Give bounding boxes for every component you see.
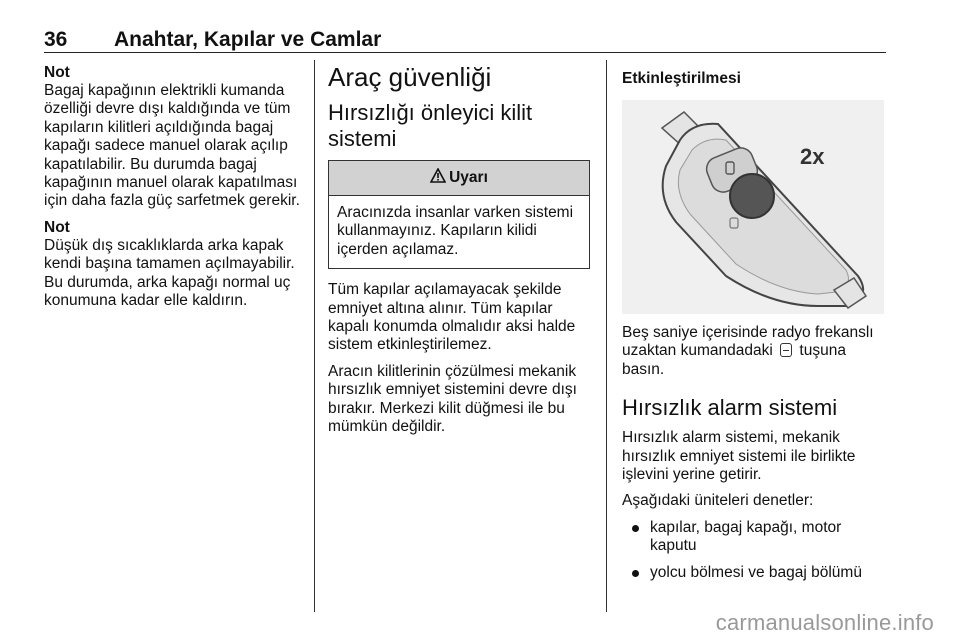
list-item: yolcu bölmesi ve bagaj bölümü: [622, 564, 892, 582]
warning-header: [329, 161, 589, 196]
column-right: [622, 64, 892, 590]
paragraph: Hırsızlık alarm sistemi, mekanik hırsızlık emniyet sistemi ile birlikte işlevini yerine getirir.: [622, 429, 856, 484]
note-title: Not: [44, 218, 70, 236]
lock-button-icon: [780, 343, 792, 357]
chapter-title: Anahtar, Kapılar ve Camlar: [114, 28, 382, 51]
instruction-text: [622, 324, 892, 379]
column-divider: [314, 60, 315, 612]
key-fob-figure: [622, 100, 884, 314]
bullet-list: [622, 519, 892, 582]
figure-label: 2x: [800, 144, 825, 169]
paragraph: Tüm kapılar açılamayacak şekilde emniyet altına alınır. Tüm kapılar kapalı konumda olmalıdır aksi halde sistem etkinleştirilemez.: [328, 281, 576, 354]
column-left: [44, 64, 302, 318]
watermark: carmanualsonline.info: [715, 610, 934, 635]
note-title: Not: [44, 64, 70, 81]
warning-text: Aracınızda insanlar varken sistemi kullanmayınız. Kapıların kilidi içerden açılamaz.: [337, 204, 574, 258]
paragraph: Aracın kilitlerinin çözülmesi mekanik hırsızlık emniyet sistemini devre dışı bırakır. Merkezi kilit düğmesi ile bu mümkün değildir.: [328, 362, 577, 436]
note-text: Düşük dış sıcaklıklarda arka kapak kendi başına tamamen açılmayabilir. Bu durumda, arka kapağı normal uç konumuna kadar elle kaldırın.: [44, 236, 295, 310]
column-divider: [606, 60, 607, 612]
instruction-text-part: tuşuna basın.: [622, 342, 846, 378]
column-middle: [328, 62, 590, 444]
paragraph: Aşağıdaki üniteleri denetler:: [622, 492, 814, 510]
section-subheading: Hırsızlık alarm sistemi: [622, 395, 838, 421]
instruction-text-part: Beş saniye içerisinde radyo frekanslı uzaktan kumandadaki: [622, 324, 874, 360]
warning-title: Uyarı: [449, 169, 488, 186]
page-number: 36: [44, 28, 68, 51]
page-header: [44, 26, 886, 53]
warning-triangle-icon: [430, 168, 446, 188]
subsection-heading: Etkinleştirilmesi: [622, 70, 741, 87]
list-item: kapılar, bagaj kapağı, motor kaputu: [622, 519, 892, 556]
section-heading: Araç güvenliği: [328, 62, 492, 92]
note-text: Bagaj kapağının elektrikli kumanda özelliği devre dışı kaldığında ve tüm kapıların kilitleri açıldığında bagaj kapağı sadece manuel olarak açılıp kapatılabilir. Bu durumda bagaj kapağının manuel olarak kapatılması için daha fazla güç sarfetmek gerekir.: [44, 82, 300, 210]
warning-box: [328, 160, 590, 269]
section-subheading: Hırsızlığı önleyici kilit sistemi: [328, 100, 533, 151]
car-key-fob-icon: [622, 100, 884, 314]
